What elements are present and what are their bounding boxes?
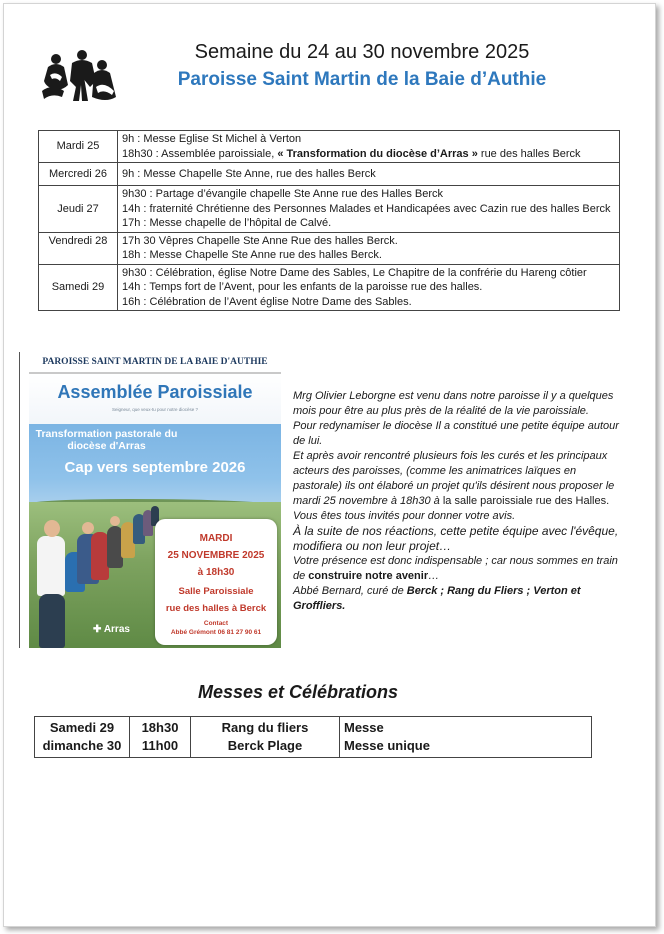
divider: [19, 352, 20, 648]
messes-type: Messe: [344, 720, 384, 735]
messes-time: 11h00: [141, 738, 179, 753]
messes-heading: Messes et Célébrations: [197, 682, 399, 702]
schedule-entry: 9h30 : Partage d’évangile chapelle Ste Anne rue des Halles Berck: [122, 188, 444, 200]
entry-bold-text: « Transformation du diocèse d’Arras »: [277, 147, 478, 160]
pilgrim-head: [44, 520, 60, 537]
entry-text: 18h30 : Assemblée paroissiale,: [122, 147, 278, 160]
article-text-span: Votre présence est donc indispensable ; car nous sommes en train de: [293, 555, 618, 582]
article-text-span: Et après avoir rencontré plusieurs fois les curés et les principaux acteurs des paroisses, (comme les animatrices laïques en pastorale) ils ont élaboré un projet qu'ils désirent nous proposer le mardi 25 novembre à 18h30 à: [293, 450, 615, 507]
schedule-entry: 14h : fraternité Chrétienne des Personnes Malades et Handicapées avec Cazin rue des halles Berck: [122, 202, 611, 215]
article-text: [293, 389, 623, 614]
messes-place: Rang du fliers: [221, 720, 309, 735]
pilgrim-head: [82, 522, 94, 534]
diocese-logo: [93, 624, 130, 635]
schedule-entry: 17h : Messe chapelle de l’hôpital de Calvé.: [122, 217, 332, 229]
table-row: [39, 232, 620, 264]
article-bold: construire notre avenir: [308, 570, 429, 582]
messes-place: Berck Plage: [227, 738, 303, 753]
page-title: Semaine du 24 au 30 novembre 2025: [194, 41, 530, 63]
entry-text: rue des halles Berck: [477, 147, 581, 160]
table-row: [39, 186, 620, 233]
parish-figures-logo-icon: [42, 47, 116, 103]
assembly-poster: [29, 352, 281, 648]
messes-table: [34, 716, 592, 758]
article-paragraph: Mrg Olivier Leborgne est venu dans notre paroisse il y a quelques mois pour être au plus près de la réalité de la vie paroissiale.: [293, 390, 614, 417]
pilgrim-figure: [37, 536, 65, 596]
messes-times-cell: [130, 717, 191, 758]
article-paragraph: [293, 449, 623, 509]
table-row: [35, 717, 592, 758]
poster-title: Assemblée Paroissiale: [57, 382, 253, 402]
table-row: [39, 131, 620, 163]
article-highlight: la salle paroissiale rue des Halles.: [442, 495, 610, 507]
event-date: 25 NOVEMBRE 2025: [167, 550, 265, 561]
poster-transformation: Transformation pastorale du diocèse d'Arras: [35, 428, 178, 452]
cross-icon: ✚: [93, 624, 102, 635]
schedule-day: Mardi 25: [39, 131, 118, 163]
event-time: à 18h30: [197, 567, 235, 578]
article-paragraph: [293, 554, 623, 584]
messes-day: Samedi 29: [49, 720, 115, 735]
messes-places-cell: [191, 717, 340, 758]
event-street: rue des halles à Berck: [165, 603, 267, 614]
article-signature: [293, 584, 623, 614]
schedule-entries: [118, 186, 620, 233]
schedule-entries: [118, 232, 620, 264]
messes-days-cell: [35, 717, 130, 758]
table-row: [39, 264, 620, 311]
event-contact-label: Contact: [203, 620, 229, 627]
messes-time: 18h30: [141, 720, 179, 735]
poster-cap: Cap vers septembre 2026: [64, 459, 246, 476]
schedule-day: Mercredi 26: [39, 163, 118, 186]
weekly-schedule-table: [38, 130, 620, 311]
article-paragraph: Pour redynamiser le diocèse Il a constitué une petite équipe autour de lui.: [293, 420, 619, 447]
schedule-entry: 14h : Temps fort de l’Avent, pour les enfants de la paroisse rue des halles.: [122, 281, 483, 293]
schedule-entry: 9h : Messe Chapelle Ste Anne, rue des halles Berck: [122, 167, 376, 180]
article-text-span: …: [428, 570, 440, 582]
parish-name: Paroisse Saint Martin de la Baie d’Authie: [177, 69, 547, 90]
table-row: [39, 163, 620, 186]
schedule-day: Jeudi 27: [39, 186, 118, 233]
article-paragraph: Vous êtes tous invités pour donner votre avis.: [293, 510, 516, 522]
schedule-entries: [118, 163, 620, 186]
messes-type: Messe unique: [344, 738, 430, 753]
poster-motto: Seigneur, que veux-tu pour notre diocèse ?: [111, 407, 199, 412]
schedule-entry: 16h : Célébration de l’Avent église Notre Dame des Sables.: [122, 295, 412, 308]
diocese-logo-text: Arras: [103, 624, 130, 635]
article-bold: Berck ; Rang du Fliers ; Verton et Groffliers.: [293, 585, 581, 612]
article-text-span: Abbé Bernard, curé de: [293, 585, 407, 597]
schedule-entries: [118, 264, 620, 311]
poster-banner: PAROISSE SAINT MARTIN DE LA BAIE D'AUTHIE: [29, 352, 281, 374]
messes-day: dimanche 30: [42, 738, 122, 753]
schedule-entry: 9h30 : Célébration, église Notre Dame des Sables, Le Chapitre de la confrérie du Hareng côtier: [122, 266, 587, 279]
event-day: MARDI: [199, 533, 233, 544]
article-paragraph: À la suite de nos réactions, cette petite équipe avec l'évêque, modifiera ou non leur projet…: [293, 524, 619, 553]
schedule-entry: 17h 30 Vêpres Chapelle Ste Anne Rue des halles Berck.: [122, 234, 398, 247]
event-place: Salle Paroissiale: [178, 586, 254, 597]
pilgrim-head: [110, 516, 120, 526]
poster-event-card: [155, 519, 277, 645]
pilgrim-figure: [39, 594, 65, 648]
schedule-entry: 9h : Messe Eglise St Michel à Verton: [122, 133, 302, 145]
schedule-entries: [118, 131, 620, 163]
schedule-day: Samedi 29: [39, 264, 118, 311]
messes-types-cell: [340, 717, 592, 758]
schedule-entry: 18h : Messe Chapelle Ste Anne rue des halles Berck.: [122, 249, 382, 261]
schedule-day: Vendredi 28: [39, 232, 118, 264]
event-contact: Abbé Grémont 06 81 27 90 61: [170, 629, 262, 636]
schedule-entry: [122, 147, 615, 162]
